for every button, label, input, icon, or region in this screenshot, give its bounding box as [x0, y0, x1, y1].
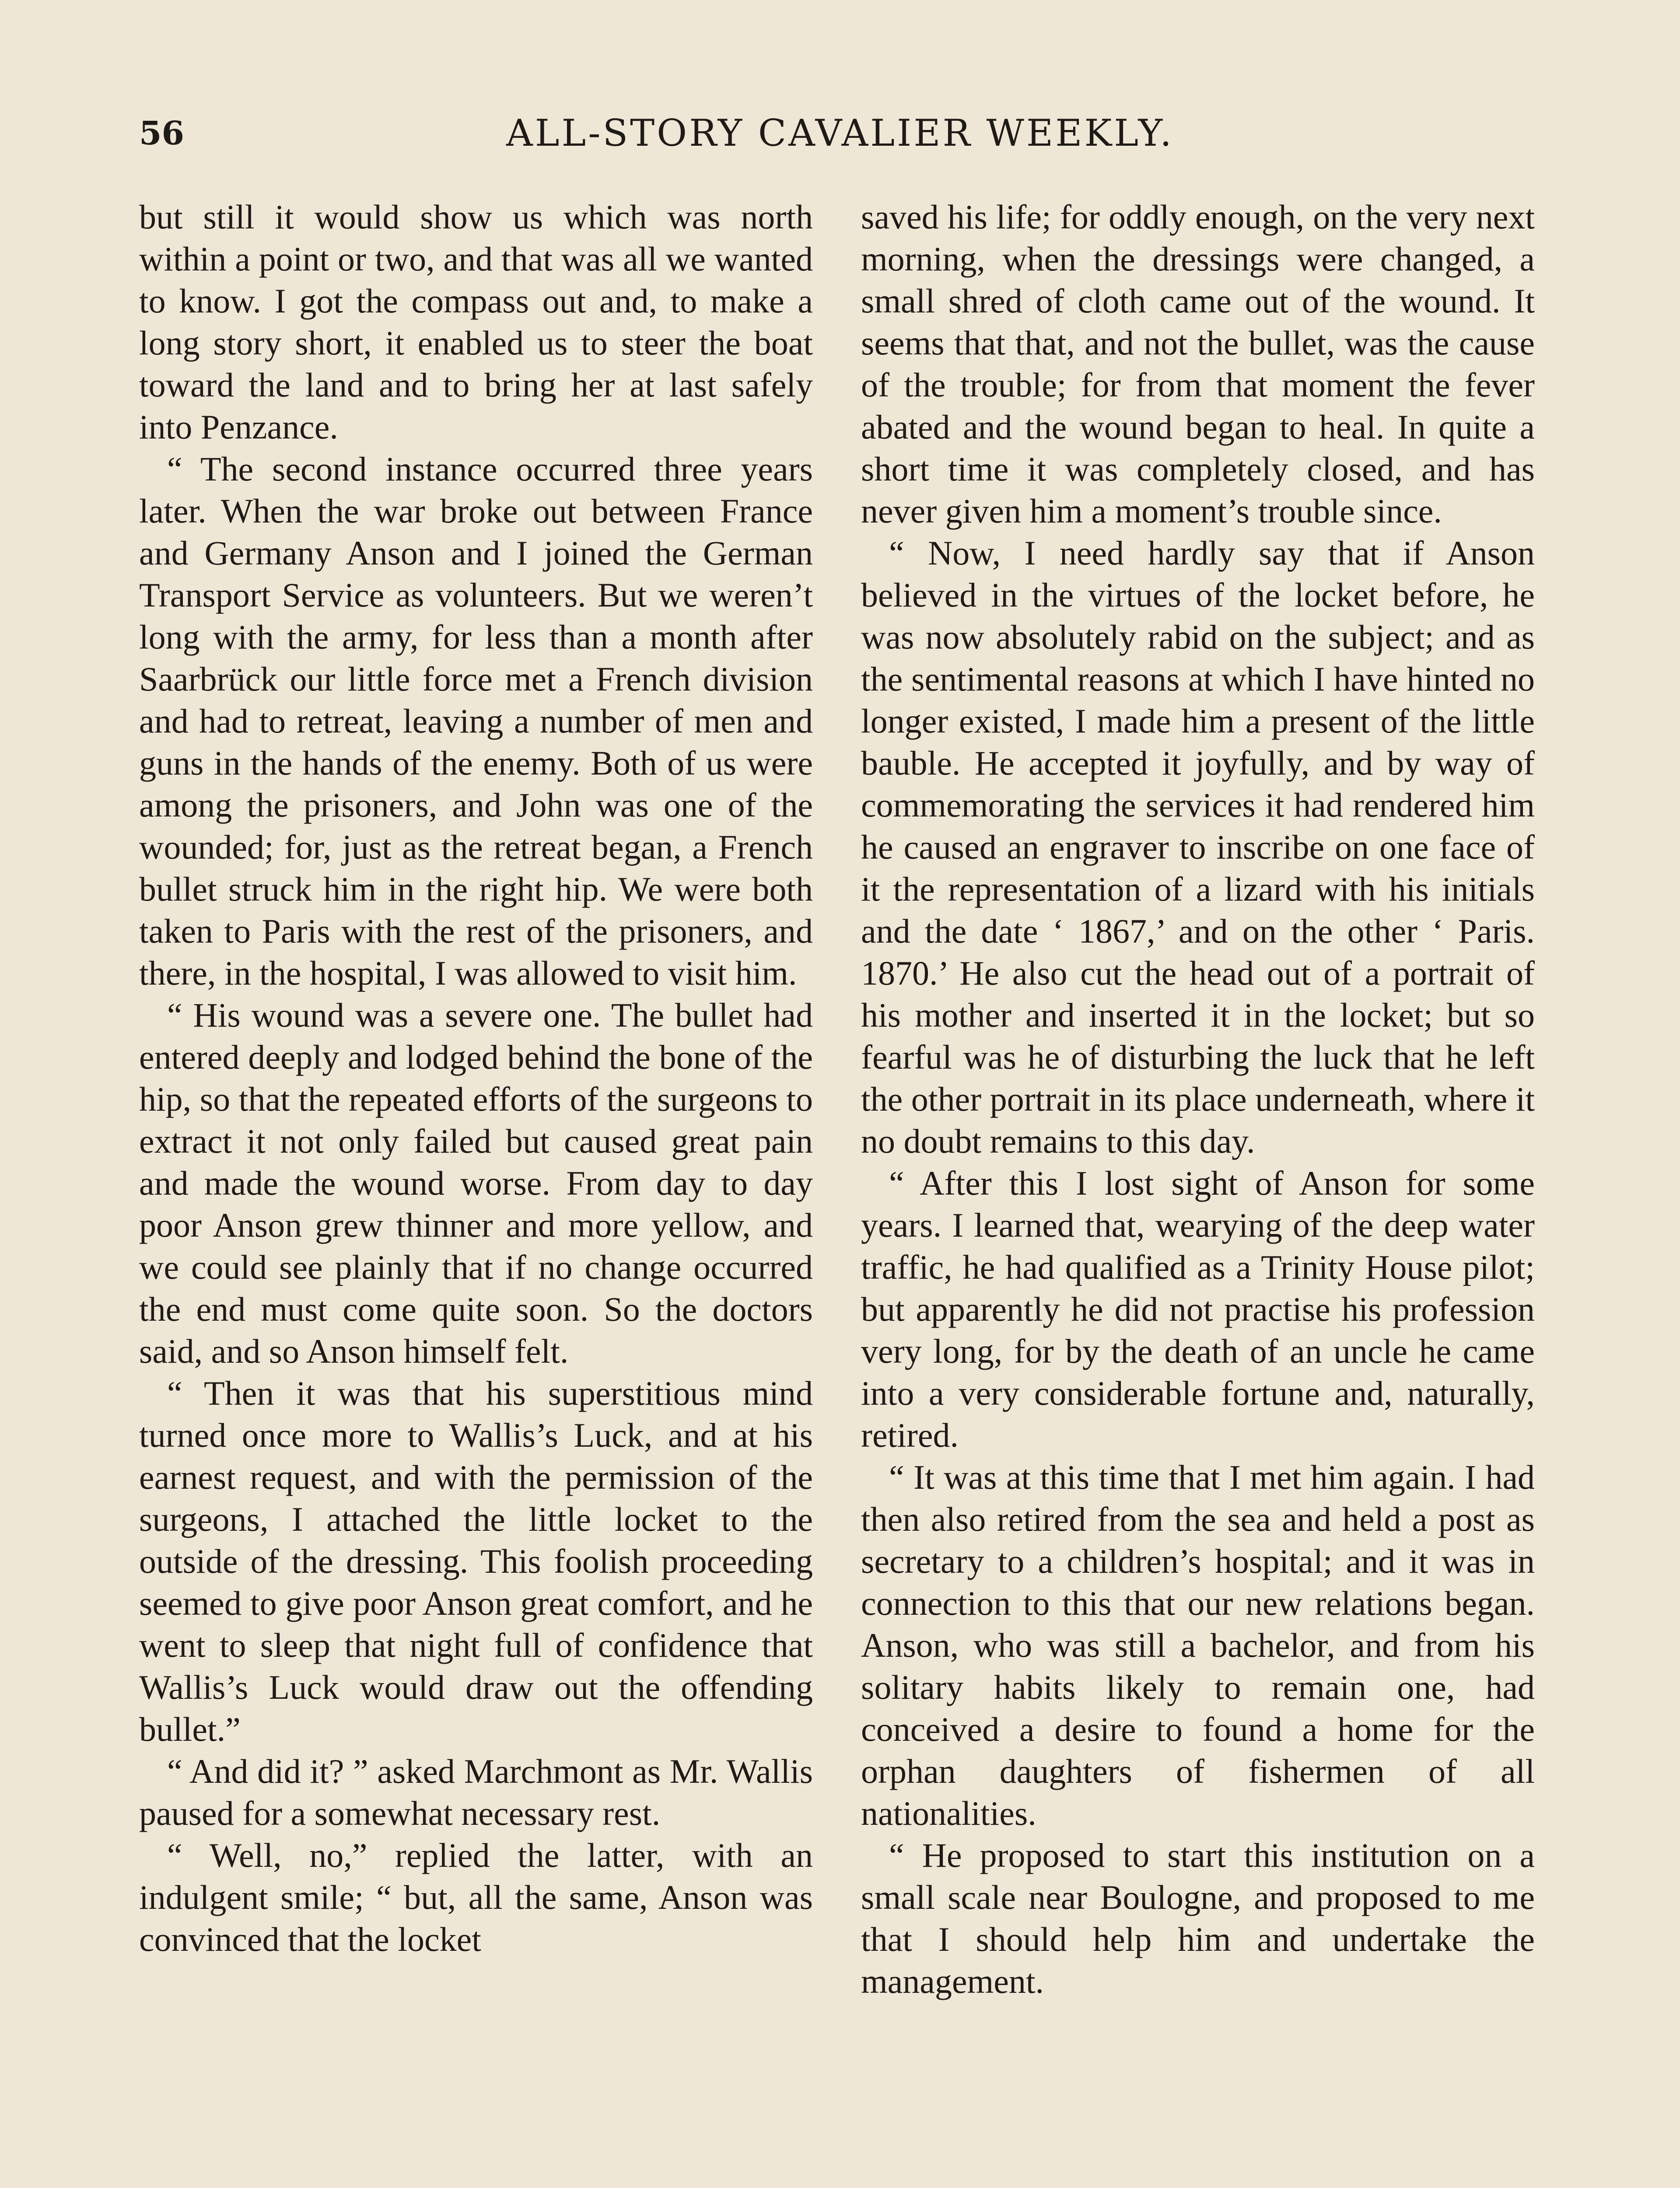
- paragraph: “ Then it was that his superstitious mind turned once more to Wallis’s Luck, and at his earnest request, and with the permission of the surgeons, I attached the little locket to the outside of the dressing. This foolish proceeding seemed to give poor Anson great comfort, and he went to sleep that night full of confidence that Wallis’s Luck would draw out the offending bullet.”: [139, 1374, 813, 1748]
- paragraph: “ Now, I need hardly say that if Anson believed in the virtues of the locket before, he was now absolutely rabid on the subject; and as the sentimental reasons at which I have hinted no longer existed, I made him a present of the little bauble. He accepted it joyfully, and by way of commemorating the services it had rendered him he caused an engraver to inscribe on one face of it the representation of a lizard with his initials and the date ‘ 1867,’ and on the other ‘ Paris. 1870.’ He also cut the head out of a portrait of his mother and inserted it in the locket; but so fearful was he of disturbing the luck that he left the other portrait in its place underneath, where it no doubt remains to this day.: [861, 534, 1535, 1160]
- paragraph: saved his life; for oddly enough, on the very next morning, when the dressings were changed, a small shred of cloth came out of the wound. It seems that that, and not the bullet, was the cause of the trouble; for from that moment the fever abated and the wound began to heal. In quite a short time it was completely closed, and has never given him a moment’s trouble since.: [861, 198, 1535, 530]
- paragraph: “ His wound was a severe one. The bullet had entered deeply and lodged behind the bone of the hip, so that the repeated efforts of the surgeons to extract it not only failed but caused great pain and made the wound worse. From day to day poor Anson grew thinner and more yellow, and we could see plainly that if no change occurred the end must come quite soon. So the doctors said, and so Anson himself felt.: [139, 996, 813, 1370]
- paragraph: “ After this I lost sight of Anson for some years. I learned that, wearying of the deep water traffic, he had qualified as a Trinity House pilot; but apparently he did not practise his profession very long, for by the death of an uncle he came into a very considerable fortune and, naturally, retired.: [861, 1164, 1535, 1454]
- paragraph: “ It was at this time that I met him again. I had then also retired from the sea and held a post as secretary to a children’s hospital; and it was in connection to this that our new relations began. Anson, who was still a bachelor, and from his solitary habits likely to remain one, had conceived a desire to found a home for the orphan daughters of fishermen of all nationalities.: [861, 1458, 1535, 1832]
- right-column: [861, 196, 1535, 2002]
- paragraph: “ He proposed to start this institution on a small scale near Boulogne, and proposed to me that I should help him and undertake the management.: [861, 1836, 1535, 2000]
- paragraph: “ The second instance occurred three years later. When the war broke out between France and Germany Anson and I joined the German Transport Service as volunteers. But we weren’t long with the army, for less than a month after Saarbrück our little force met a French division and had to retreat, leaving a number of men and guns in the hands of the enemy. Both of us were among the prisoners, and John was one of the wounded; for, just as the retreat began, a French bullet struck him in the right hip. We were both taken to Paris with the rest of the prisoners, and there, in the hospital, I was allowed to visit him.: [139, 450, 813, 992]
- paragraph: but still it would show us which was north within a point or two, and that was all we wanted to know. I got the compass out and, to make a long story short, it enabled us to steer the boat toward the land and to bring her at last safely into Penzance.: [139, 198, 813, 446]
- running-title: ALL-STORY CAVALIER WEEKLY.: [506, 112, 1174, 154]
- paragraph: “ Well, no,” replied the latter, with an indulgent smile; “ but, all the same, Anson was convinced that the locket: [139, 1836, 813, 1958]
- paragraph: “ And did it? ” asked Marchmont as Mr. Wallis paused for a somewhat necessary rest.: [139, 1752, 813, 1832]
- left-column: [139, 196, 813, 1960]
- page-number: 56: [139, 115, 184, 152]
